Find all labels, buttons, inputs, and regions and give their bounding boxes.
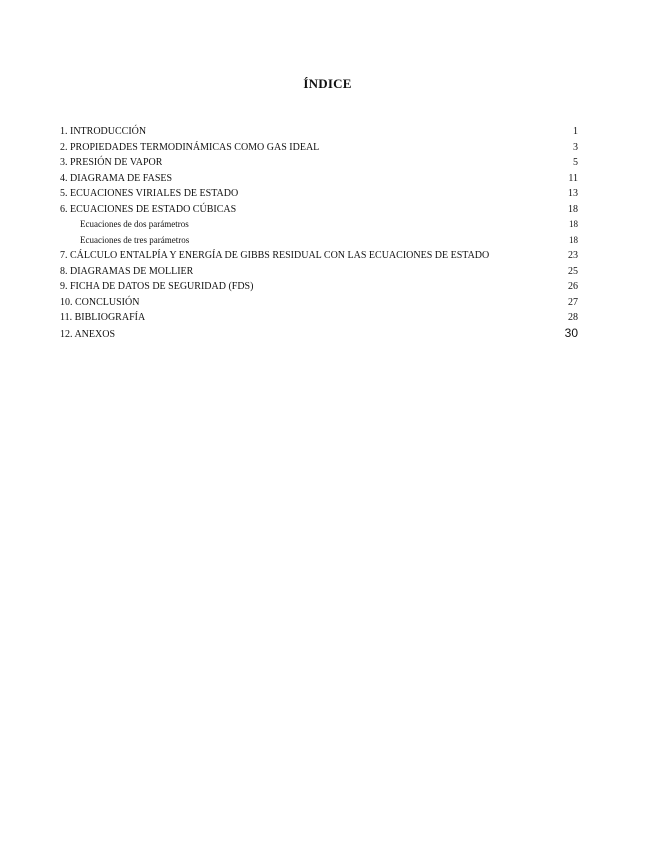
toc-entry-calculo-entalpia[interactable] xyxy=(60,248,578,264)
toc-entry-diagramas-mollier[interactable] xyxy=(60,264,578,280)
toc-page-number: 25 xyxy=(568,265,578,277)
toc-entry-ecuaciones-cubicas[interactable] xyxy=(60,202,578,218)
toc-entry-label: 8. DIAGRAMAS DE MOLLIER xyxy=(60,265,194,277)
toc-page-number: 26 xyxy=(568,281,578,292)
toc-entry-conclusion[interactable] xyxy=(60,295,578,311)
toc-entry-propiedades-gas-ideal[interactable] xyxy=(60,140,578,156)
toc-entry-label: 10. CONCLUSIÓN xyxy=(60,296,140,308)
index-title: ÍNDICE xyxy=(303,76,352,91)
toc-entry-label: Ecuaciones de tres parámetros xyxy=(80,234,190,245)
toc-entry-label: 6. ECUACIONES DE ESTADO CÚBICAS xyxy=(60,203,237,215)
toc-entry-label: 1. INTRODUCCIÓN xyxy=(60,126,147,137)
toc-entry-label: 2. PROPIEDADES TERMODINÁMICAS COMO GAS IDEAL xyxy=(60,141,320,153)
toc-page-number: 3 xyxy=(573,141,578,153)
toc-entry-label: 9. FICHA DE DATOS DE SEGURIDAD (FDS) xyxy=(60,281,254,292)
table-of-contents xyxy=(60,124,578,341)
toc-entry-introduccion[interactable] xyxy=(60,124,578,140)
toc-page-number: 18 xyxy=(568,203,578,215)
toc-page-number: 5 xyxy=(573,157,578,168)
toc-entry-label: 5. ECUACIONES VIRIALES DE ESTADO xyxy=(60,188,239,199)
toc-entry-ficha-seguridad[interactable] xyxy=(60,279,578,295)
toc-entry-diagrama-de-fases[interactable] xyxy=(60,171,578,187)
toc-page-number: 1 xyxy=(573,126,578,137)
toc-entry-label: 3. PRESIÓN DE VAPOR xyxy=(60,157,163,168)
toc-page-number: 27 xyxy=(568,296,578,308)
toc-page-number: 11 xyxy=(568,172,578,184)
toc-subentry-dos-parametros[interactable] xyxy=(60,217,578,233)
toc-page-number: 18 xyxy=(569,219,578,229)
toc-page-number: 13 xyxy=(568,188,578,199)
toc-page-number: 23 xyxy=(568,250,578,261)
toc-entry-bibliografia[interactable] xyxy=(60,310,578,326)
toc-page-number: 28 xyxy=(568,312,578,323)
toc-entry-presion-de-vapor[interactable] xyxy=(60,155,578,171)
toc-entry-label: 4. DIAGRAMA DE FASES xyxy=(60,172,173,184)
toc-subentry-tres-parametros[interactable] xyxy=(60,233,578,249)
toc-page-number: 18 xyxy=(569,234,578,245)
toc-page-number: 30 xyxy=(564,325,578,340)
toc-entry-label: Ecuaciones de dos parámetros xyxy=(80,219,189,229)
toc-entry-anexos[interactable] xyxy=(60,326,578,342)
toc-entry-label: 12. ANEXOS xyxy=(60,328,116,340)
toc-entry-label: 11. BIBLIOGRAFÍA xyxy=(60,312,146,323)
toc-entry-label: 7. CÁLCULO ENTALPÍA Y ENERGÍA DE GIBBS RESIDUAL CON LAS ECUACIONES DE ESTADO xyxy=(60,250,490,261)
toc-entry-ecuaciones-viriales[interactable] xyxy=(60,186,578,202)
